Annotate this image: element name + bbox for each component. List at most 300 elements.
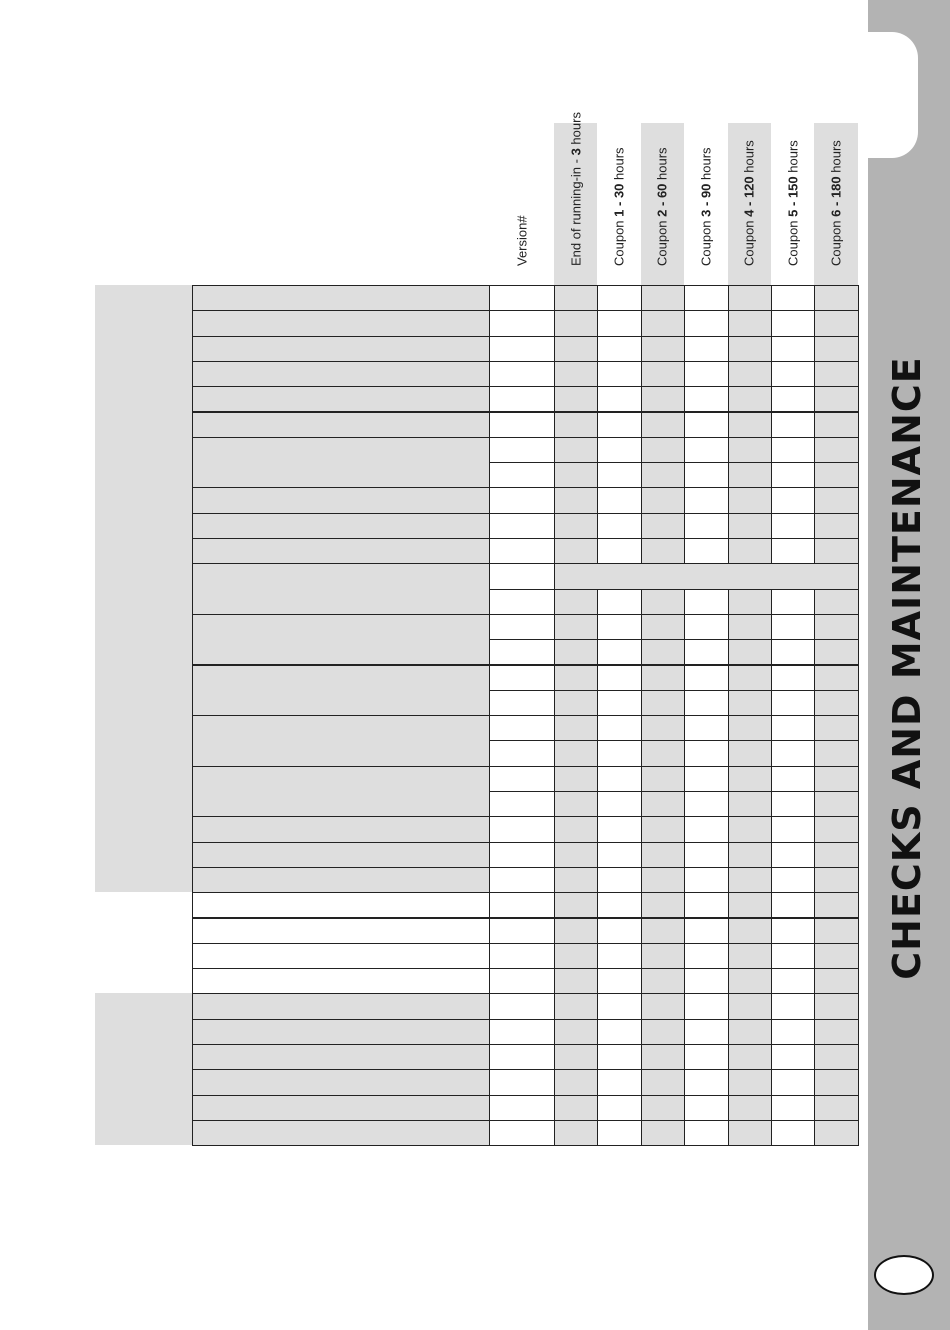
item-cell — [192, 1095, 490, 1121]
check-cell — [814, 766, 858, 792]
item-cell — [192, 361, 490, 387]
item-cell — [192, 943, 490, 969]
check-cell — [554, 513, 598, 539]
check-cell — [684, 665, 728, 691]
check-cell — [814, 1120, 858, 1146]
check-cell — [684, 892, 728, 918]
check-cell — [641, 386, 685, 412]
check-cell — [814, 1095, 858, 1121]
check-cell — [771, 437, 815, 463]
check-cell — [814, 791, 858, 817]
check-cell — [728, 766, 772, 792]
check-cell — [641, 740, 685, 766]
check-cell — [684, 386, 728, 412]
check-cell — [814, 462, 858, 488]
check-cell — [554, 918, 598, 944]
item-cell — [192, 993, 490, 1019]
check-cell — [814, 437, 858, 463]
check-cell — [597, 791, 641, 817]
check-cell — [771, 1044, 815, 1070]
version-cell — [489, 816, 555, 842]
check-cell — [597, 1095, 641, 1121]
column-header-2 — [597, 123, 640, 285]
check-cell — [684, 412, 728, 438]
check-cell — [554, 791, 598, 817]
check-cell — [554, 1069, 598, 1095]
check-cell — [814, 513, 858, 539]
check-cell — [814, 993, 858, 1019]
check-cell — [728, 690, 772, 716]
check-cell — [641, 791, 685, 817]
check-cell — [597, 361, 641, 387]
version-cell — [489, 715, 555, 741]
check-cell — [814, 665, 858, 691]
check-cell — [641, 993, 685, 1019]
check-cell — [814, 336, 858, 362]
check-cell — [728, 1069, 772, 1095]
check-cell — [814, 487, 858, 513]
check-cell — [597, 310, 641, 336]
check-cell — [554, 412, 598, 438]
version-cell — [489, 867, 555, 893]
version-cell — [489, 310, 555, 336]
check-cell — [684, 1120, 728, 1146]
check-cell — [554, 310, 598, 336]
check-cell — [554, 1019, 598, 1045]
version-cell — [489, 1044, 555, 1070]
check-cell — [684, 867, 728, 893]
check-cell — [597, 740, 641, 766]
check-cell — [814, 943, 858, 969]
version-cell — [489, 740, 555, 766]
check-cell — [771, 715, 815, 741]
check-cell — [771, 740, 815, 766]
check-cell — [641, 766, 685, 792]
version-cell — [489, 892, 555, 918]
version-cell — [489, 968, 555, 994]
check-cell — [554, 285, 598, 311]
check-cell — [597, 462, 641, 488]
check-cell — [684, 285, 728, 311]
check-cell — [728, 437, 772, 463]
check-cell — [728, 1095, 772, 1121]
check-cell — [771, 791, 815, 817]
version-cell — [489, 1069, 555, 1095]
check-cell — [771, 412, 815, 438]
check-cell — [554, 690, 598, 716]
check-cell — [641, 665, 685, 691]
page-number-oval — [874, 1255, 934, 1295]
check-cell — [554, 437, 598, 463]
check-cell — [728, 892, 772, 918]
check-cell — [684, 487, 728, 513]
check-cell — [641, 361, 685, 387]
version-cell — [489, 336, 555, 362]
check-cell — [641, 690, 685, 716]
check-cell — [814, 361, 858, 387]
check-cell — [597, 538, 641, 564]
tab-notch — [868, 32, 918, 158]
check-cell — [728, 386, 772, 412]
check-cell — [684, 639, 728, 665]
version-header-label: Version# — [514, 215, 529, 266]
check-cell — [771, 842, 815, 868]
check-cell — [641, 412, 685, 438]
check-cell — [597, 437, 641, 463]
check-cell — [641, 437, 685, 463]
check-cell — [597, 513, 641, 539]
column-header-label: Coupon 1 - 30 hours — [611, 147, 627, 266]
version-cell — [489, 437, 555, 463]
check-cell — [684, 1019, 728, 1045]
item-cell — [192, 437, 490, 489]
check-cell — [728, 310, 772, 336]
check-cell — [684, 538, 728, 564]
check-cell — [814, 1069, 858, 1095]
check-cell — [641, 1044, 685, 1070]
check-cell — [684, 943, 728, 969]
item-cell — [192, 715, 490, 767]
check-cell — [641, 462, 685, 488]
version-cell — [489, 1019, 555, 1045]
check-cell — [641, 1095, 685, 1121]
check-cell — [771, 943, 815, 969]
check-cell — [771, 386, 815, 412]
check-cell — [597, 715, 641, 741]
check-cell — [641, 918, 685, 944]
check-cell — [597, 1019, 641, 1045]
check-cell — [641, 336, 685, 362]
item-cell — [192, 1044, 490, 1070]
version-cell — [489, 513, 555, 539]
check-cell — [728, 614, 772, 640]
version-cell — [489, 766, 555, 792]
check-cell — [597, 1069, 641, 1095]
check-cell — [641, 589, 685, 615]
check-cell — [684, 1044, 728, 1070]
check-cell — [771, 487, 815, 513]
check-cell — [597, 1044, 641, 1070]
check-cell — [641, 614, 685, 640]
check-cell — [554, 614, 598, 640]
check-cell — [771, 589, 815, 615]
check-cell — [771, 1019, 815, 1045]
column-header-3 — [641, 123, 684, 285]
check-cell — [554, 968, 598, 994]
check-cell — [814, 589, 858, 615]
check-cell — [684, 715, 728, 741]
check-cell — [728, 740, 772, 766]
check-cell — [597, 1120, 641, 1146]
version-cell — [489, 665, 555, 691]
check-cell — [554, 842, 598, 868]
check-cell — [684, 1095, 728, 1121]
check-cell — [597, 614, 641, 640]
check-cell — [554, 589, 598, 615]
check-cell — [728, 715, 772, 741]
item-cell — [192, 614, 490, 666]
check-cell — [554, 462, 598, 488]
check-cell — [597, 867, 641, 893]
check-cell — [728, 842, 772, 868]
check-cell — [554, 336, 598, 362]
column-header-6 — [771, 123, 814, 285]
check-cell — [554, 538, 598, 564]
check-cell — [728, 993, 772, 1019]
check-cell — [771, 1095, 815, 1121]
version-cell — [489, 487, 555, 513]
check-cell — [597, 412, 641, 438]
check-cell — [728, 589, 772, 615]
check-cell — [641, 513, 685, 539]
item-cell — [192, 842, 490, 868]
check-cell — [641, 639, 685, 665]
check-cell — [597, 993, 641, 1019]
check-cell — [728, 412, 772, 438]
check-cell — [684, 993, 728, 1019]
check-cell — [684, 816, 728, 842]
check-cell — [814, 842, 858, 868]
version-cell — [489, 386, 555, 412]
item-cell — [192, 538, 490, 564]
check-cell — [684, 310, 728, 336]
check-cell — [728, 1019, 772, 1045]
check-cell — [728, 639, 772, 665]
version-cell — [489, 943, 555, 969]
item-cell — [192, 563, 490, 615]
check-cell — [554, 665, 598, 691]
check-cell — [684, 361, 728, 387]
item-cell — [192, 336, 490, 362]
group-cell-3 — [95, 993, 192, 1145]
check-cell — [554, 816, 598, 842]
item-cell — [192, 968, 490, 994]
check-cell — [814, 412, 858, 438]
check-cell — [771, 968, 815, 994]
check-cell — [728, 791, 772, 817]
check-cell — [728, 867, 772, 893]
check-cell — [554, 993, 598, 1019]
check-cell — [771, 892, 815, 918]
check-cell — [641, 968, 685, 994]
version-cell — [489, 285, 555, 311]
check-cell — [554, 867, 598, 893]
check-cell — [771, 1120, 815, 1146]
check-cell — [554, 1044, 598, 1070]
check-cell — [597, 892, 641, 918]
check-cell — [771, 639, 815, 665]
section-title: CHECKS AND MAINTENANCE — [885, 356, 929, 980]
check-cell — [641, 1120, 685, 1146]
check-cell — [597, 386, 641, 412]
version-cell — [489, 538, 555, 564]
check-cell — [597, 336, 641, 362]
check-cell — [684, 791, 728, 817]
check-cell — [728, 538, 772, 564]
version-cell — [489, 993, 555, 1019]
check-cell — [814, 918, 858, 944]
check-cell — [597, 842, 641, 868]
check-cell — [814, 1044, 858, 1070]
check-cell — [554, 715, 598, 741]
check-cell — [771, 614, 815, 640]
version-cell — [489, 690, 555, 716]
check-cell — [554, 740, 598, 766]
check-cell — [728, 943, 772, 969]
check-cell — [641, 1019, 685, 1045]
check-cell — [771, 816, 815, 842]
check-cell — [814, 816, 858, 842]
check-cell — [641, 715, 685, 741]
check-cell — [641, 867, 685, 893]
column-header-label: Coupon 5 - 150 hours — [785, 140, 801, 266]
check-cell — [771, 336, 815, 362]
check-cell — [814, 386, 858, 412]
check-cell — [684, 918, 728, 944]
check-cell — [771, 462, 815, 488]
column-header-label: Coupon 3 - 90 hours — [698, 147, 714, 266]
check-cell — [597, 487, 641, 513]
check-cell — [728, 816, 772, 842]
version-cell — [489, 462, 555, 488]
version-cell — [489, 918, 555, 944]
check-cell — [728, 665, 772, 691]
check-cell — [728, 918, 772, 944]
version-cell — [489, 412, 555, 438]
check-cell — [814, 867, 858, 893]
check-cell — [641, 842, 685, 868]
check-cell — [814, 310, 858, 336]
item-cell — [192, 918, 490, 944]
check-cell — [814, 285, 858, 311]
check-cell — [684, 614, 728, 640]
check-cell — [771, 1069, 815, 1095]
check-cell — [684, 513, 728, 539]
item-cell — [192, 285, 490, 311]
check-cell — [554, 639, 598, 665]
check-cell — [728, 1120, 772, 1146]
check-cell — [554, 892, 598, 918]
check-cell — [771, 665, 815, 691]
column-header-4 — [684, 123, 727, 285]
check-cell — [597, 285, 641, 311]
check-cell — [814, 614, 858, 640]
check-cell — [771, 918, 815, 944]
check-cell — [641, 816, 685, 842]
column-header-label: Coupon 6 - 180 hours — [828, 140, 844, 266]
check-cell — [597, 639, 641, 665]
version-cell — [489, 563, 555, 589]
check-cell — [771, 310, 815, 336]
check-cell — [771, 867, 815, 893]
check-cell — [554, 943, 598, 969]
item-cell — [192, 386, 490, 412]
item-cell — [192, 412, 490, 438]
check-cell — [641, 487, 685, 513]
check-cell — [684, 740, 728, 766]
check-cell — [641, 538, 685, 564]
check-cell — [554, 766, 598, 792]
check-cell — [771, 361, 815, 387]
check-cell — [554, 386, 598, 412]
check-cell — [641, 943, 685, 969]
check-cell — [597, 766, 641, 792]
check-cell — [771, 513, 815, 539]
item-cell — [192, 867, 490, 893]
column-header-label: Coupon 2 - 60 hours — [654, 147, 670, 266]
check-cell — [641, 285, 685, 311]
check-cell — [684, 968, 728, 994]
column-header-7 — [814, 123, 857, 285]
item-cell — [192, 1120, 490, 1146]
check-cell — [684, 437, 728, 463]
check-cell — [641, 310, 685, 336]
check-cell — [728, 487, 772, 513]
item-cell — [192, 665, 490, 717]
check-cell — [554, 1095, 598, 1121]
check-cell — [684, 336, 728, 362]
column-header-1 — [554, 112, 597, 285]
column-header-5 — [728, 123, 771, 285]
version-cell — [489, 589, 555, 615]
item-cell — [192, 310, 490, 336]
check-cell — [554, 361, 598, 387]
check-cell — [684, 462, 728, 488]
check-cell — [728, 285, 772, 311]
check-cell — [728, 1044, 772, 1070]
column-header-label: End of running-in - 3 hours — [568, 112, 584, 266]
check-cell — [684, 842, 728, 868]
check-cell — [728, 513, 772, 539]
check-cell — [814, 715, 858, 741]
version-cell — [489, 639, 555, 665]
check-cell — [684, 766, 728, 792]
check-cell — [684, 690, 728, 716]
version-cell — [489, 1095, 555, 1121]
check-cell — [597, 589, 641, 615]
check-cell — [597, 665, 641, 691]
check-cell — [684, 1069, 728, 1095]
version-cell — [489, 842, 555, 868]
item-cell — [192, 1069, 490, 1095]
item-cell — [192, 816, 490, 842]
version-cell — [489, 791, 555, 817]
group-cell-1 — [95, 285, 192, 892]
check-cell — [771, 766, 815, 792]
check-cell — [641, 892, 685, 918]
check-cell — [554, 1120, 598, 1146]
check-cell — [814, 690, 858, 716]
check-cell — [597, 816, 641, 842]
check-cell — [641, 1069, 685, 1095]
check-cell — [814, 1019, 858, 1045]
check-cell — [597, 690, 641, 716]
column-header-label: Coupon 4 - 120 hours — [741, 140, 757, 266]
check-cell — [771, 538, 815, 564]
check-cell — [771, 993, 815, 1019]
check-cell — [728, 361, 772, 387]
check-cell — [597, 918, 641, 944]
version-cell — [489, 614, 555, 640]
check-cell — [554, 487, 598, 513]
check-cell — [814, 639, 858, 665]
version-cell — [489, 1120, 555, 1146]
item-cell — [192, 1019, 490, 1045]
check-cell — [728, 462, 772, 488]
check-cell — [814, 968, 858, 994]
merged-check-cell — [554, 563, 859, 589]
check-cell — [728, 336, 772, 362]
